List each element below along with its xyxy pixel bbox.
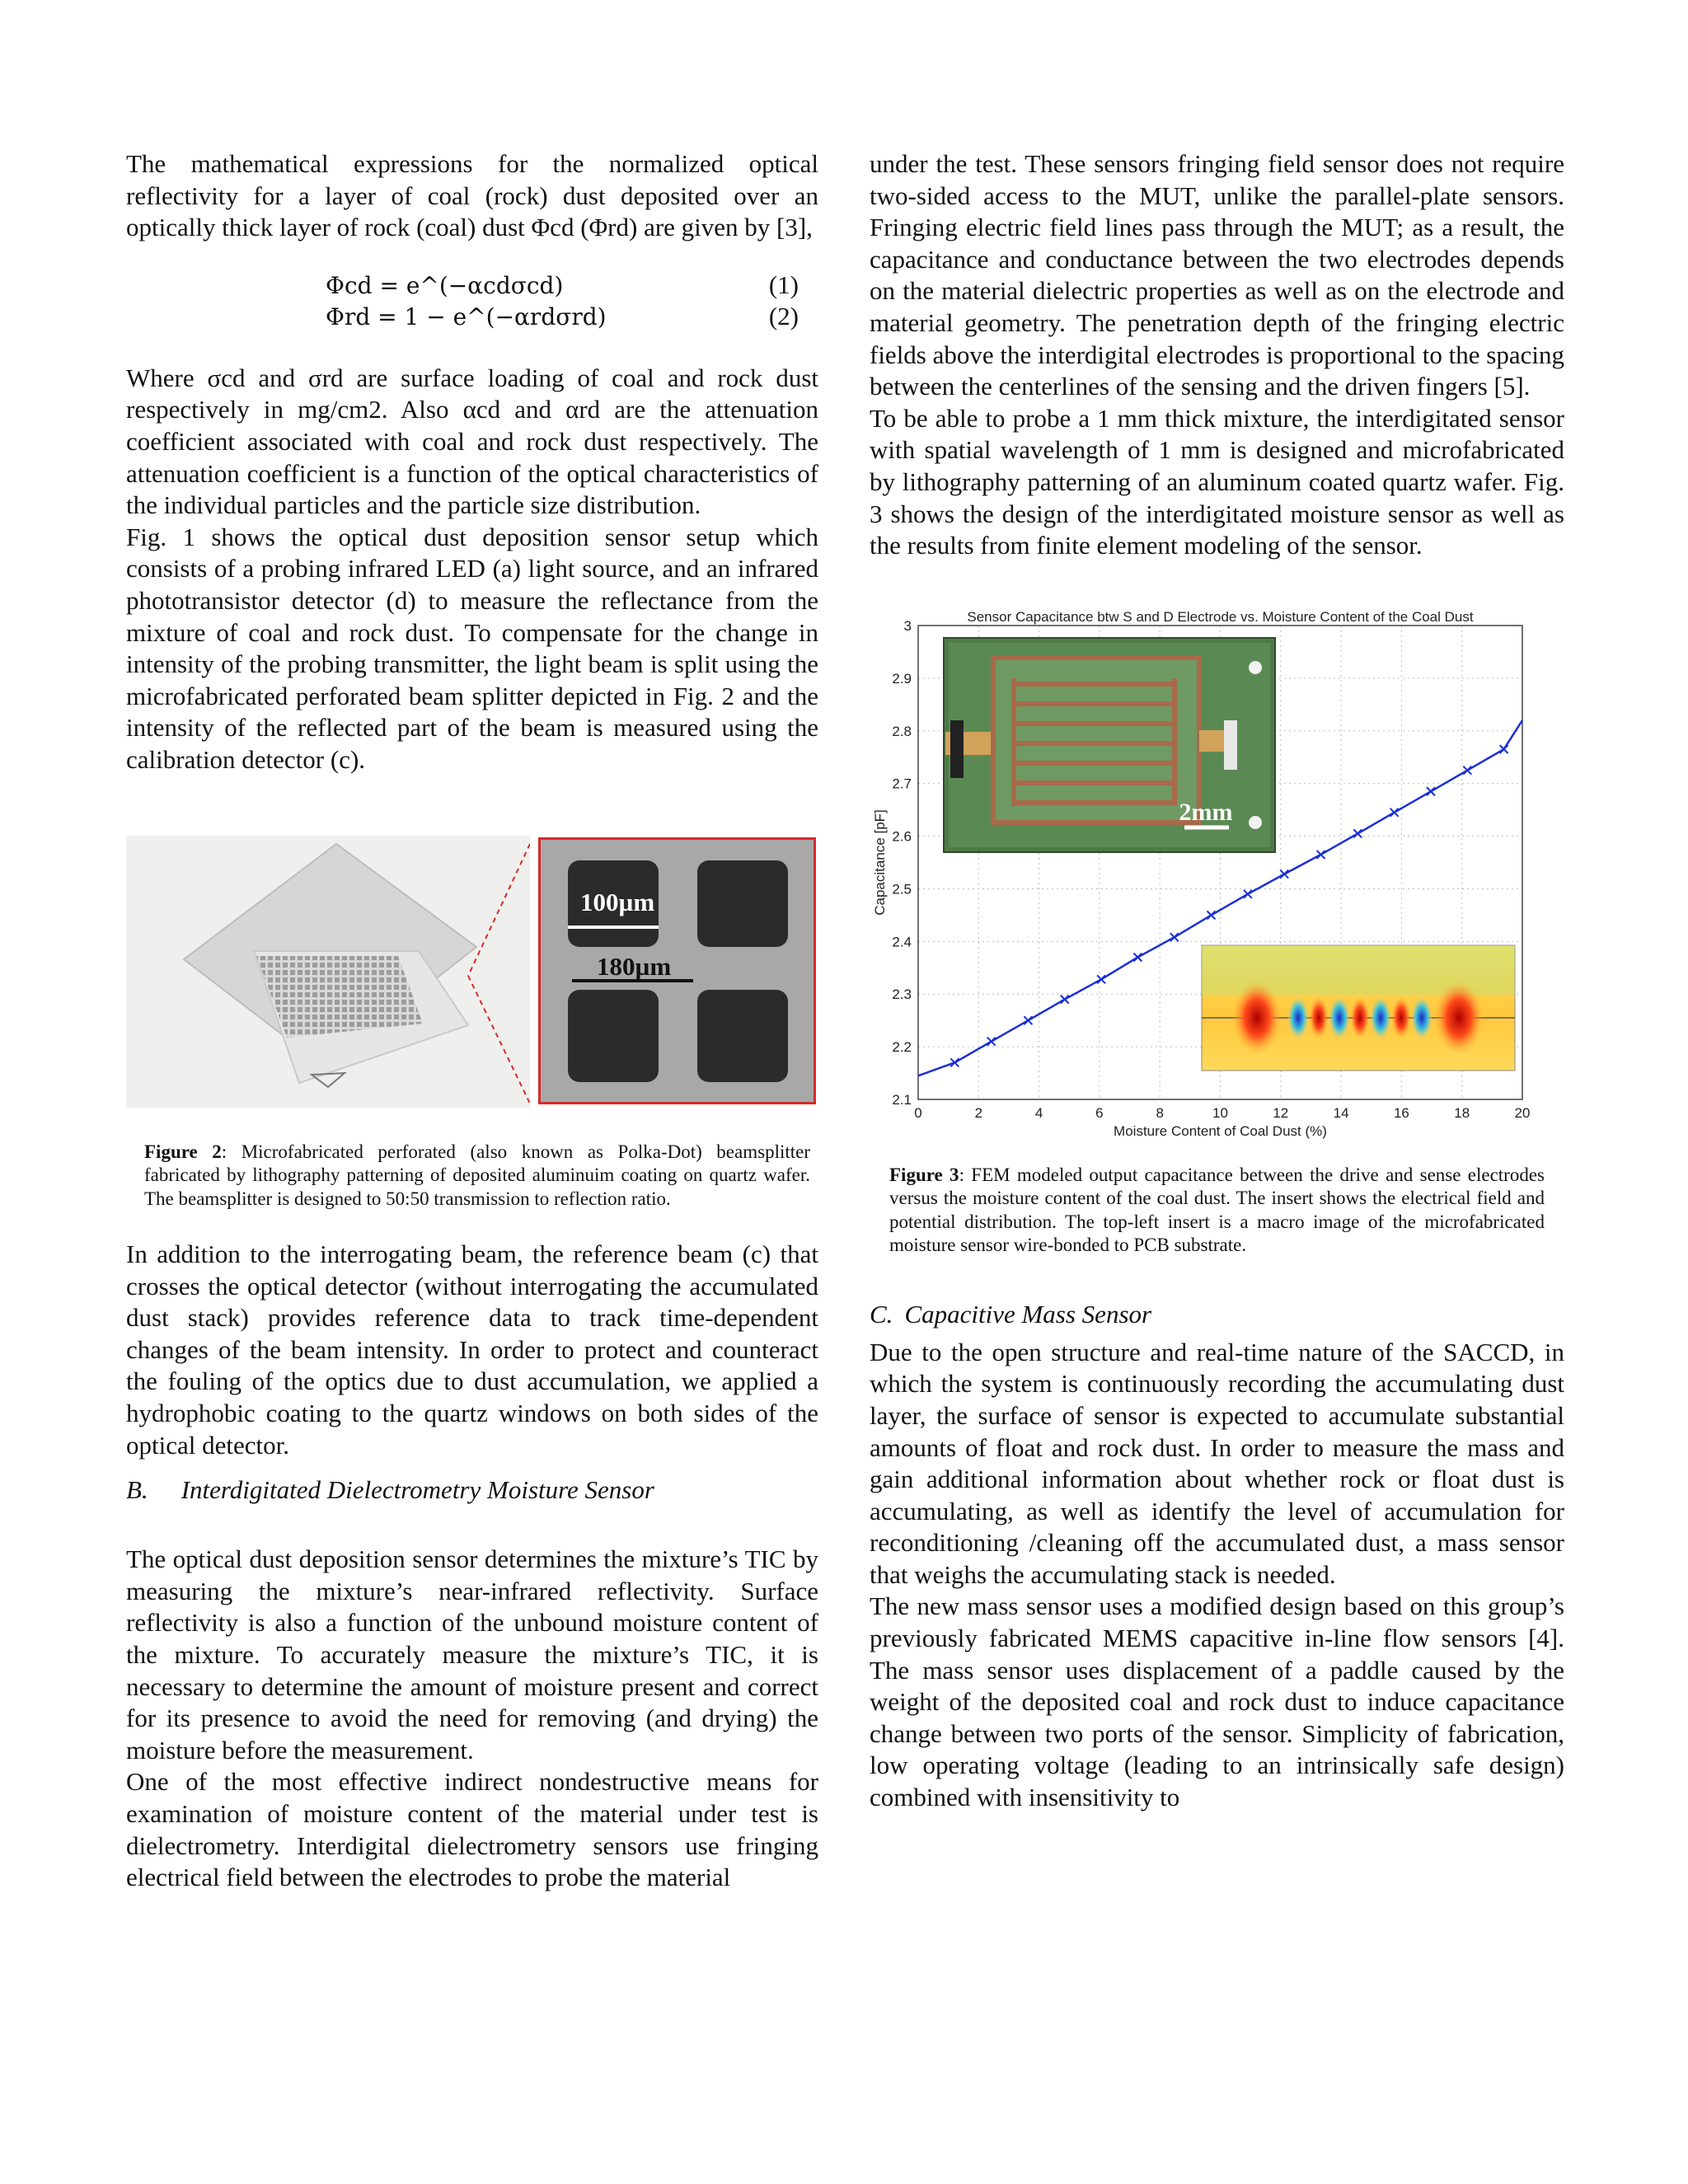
data-point-marker (1317, 851, 1325, 859)
y-tick-label: 3 (903, 617, 912, 634)
y-tick-label: 2.9 (892, 670, 912, 687)
equation-1 (326, 272, 563, 299)
continued-paragraph: under the test. These sensors fringing field sensor does not require two-sided access to the MUT, unlike the parallel-plate sensors. Fringing electric field lines pass through the MUT; as a result, the capacitance and conductance between the two electrodes depends on the material dielectric properties as well as on the electrode and material geometry. The penetration depth of the fringing electric fields above the interdigital electrodes is proportional to the spacing between the centerlines of the sensing and the driven fingers [5]. (870, 149, 1564, 401)
data-point-marker (1280, 869, 1288, 878)
equation-1-rhs: = e^(−αcdσcd) (379, 271, 564, 299)
tic-paragraph: The optical dust deposition sensor determines the mixture’s TIC by measuring the mixture’s near-infrared reflectivity. Surface reflectivity is also a function of the unbound moisture content of the mixture. To accurately measure the mixture’s TIC, it is necessary to determine the amount of moisture present and correct for its presence to avoid the need for removing (and drying) the moisture before the measurement. (126, 1544, 818, 1765)
section-c-label: C. (870, 1299, 893, 1329)
y-tick-label: 2.2 (892, 1038, 912, 1055)
chart-x-axis-label: Moisture Content of Coal Dust (%) (1114, 1122, 1327, 1139)
x-tick-label: 18 (1454, 1104, 1470, 1121)
figure-3-caption-text: : FEM modeled output capacitance between the drive and sense electrodes versus the moisture content of the coal dust. The insert shows the electrical field and potential distribution. The top-left insert is a macro image of the microfabricated moisture sensor wire-bonded to PCB substrate. (889, 1164, 1545, 1256)
beamsplitter-micrograph (538, 837, 816, 1104)
y-tick-label: 2.1 (892, 1091, 912, 1108)
equation-1-lhs: Φcd (326, 271, 373, 299)
section-c-title: Capacitive Mass Sensor (904, 1299, 1152, 1329)
dielectrometry-paragraph: One of the most effective indirect nondestructive means for examination of moisture content of the material under test is dielectrometry. Interdigital dielectrometry sensors use fringing electrical field between the electrodes to probe the material (126, 1767, 818, 1892)
data-point-marker (987, 1037, 996, 1045)
data-point-marker (1097, 975, 1105, 983)
reference-beam-paragraph: In addition to the interrogating beam, the reference beam (c) that crosses the optical detector (without interrogating the accumulated dust stack) provides reference data to track time-dependent changes of the beam intensity. In order to protect and counteract the fouling of the optics due to dust accumulation, we applied a hydrophobic coating to the quartz windows on both sides of the optical detector. (126, 1240, 818, 1460)
x-tick-label: 0 (914, 1104, 922, 1121)
figure-3-caption-label: Figure 3 (889, 1164, 959, 1185)
scale-label-180um: 180µm (597, 951, 672, 981)
figure-2-caption-text: : Microfabricated perforated (also known as Polka-Dot) beamsplitter fabricated by lithography patterning of deposited aluminuim coating on quartz wafer. The beamsplitter is designed to 50:50 transmission to reflection ratio. (144, 1141, 810, 1209)
data-point-marker (1463, 766, 1471, 774)
data-point-marker (1207, 911, 1216, 919)
equations-block (126, 270, 818, 335)
left-column (126, 148, 818, 1894)
figure-2-caption (144, 1141, 810, 1212)
section-b-heading (126, 1474, 818, 1506)
where-paragraph: Where σcd and σrd are surface loading of coal and rock dust respectively in mg/cm2. Also αcd and αrd are the attenuation coefficient associated with coal and rock dust respectively. The attenuation coefficient is a function of the optical characteristics of the individual particles and the particle size distribution. (126, 363, 818, 520)
beamsplitter-photo-drawing (126, 836, 530, 1108)
capacitance-chart (870, 605, 1564, 1149)
data-point-marker (1353, 829, 1362, 837)
data-point-marker (1133, 953, 1142, 961)
figure-2-caption-label: Figure 2 (144, 1141, 222, 1162)
mass-sensor-paragraph-2: The new mass sensor uses a modified design based on this group’s previously fabricated MEMS capacitive in-line flow sensors [4]. The mass sensor uses displacement of a paddle caused by the weight of the deposited coal and rock dust to induce capacitance change between two ports of the sensor. Simplicity of fabrication, low operating voltage (leading to an intrinsically safe design) combined with insensitivity to (870, 1591, 1564, 1812)
beamsplitter-photo (126, 836, 530, 1108)
y-tick-label: 2.8 (892, 723, 912, 739)
y-tick-label: 2.5 (892, 881, 912, 898)
inset-scale-label: 2mm (1179, 798, 1233, 826)
data-point-marker (1390, 808, 1399, 817)
x-tick-label: 6 (1095, 1104, 1104, 1121)
figure-3 (870, 605, 1564, 1149)
equation-2-rhs: = 1 − e^(−αrdσrd) (377, 302, 607, 330)
figure-2 (126, 836, 818, 1108)
y-tick-label: 2.6 (892, 828, 912, 845)
intro-paragraph: The mathematical expressions for the normalized optical reflectivity for a layer of coal (rock) dust deposited over an optically thick layer of rock (coal) dust Φcd (Φrd) are given by [3], (126, 149, 818, 242)
fem-field-inset (1202, 945, 1515, 1071)
x-tick-label: 10 (1212, 1104, 1228, 1121)
probe-paragraph: To be able to probe a 1 mm thick mixture, the interdigitated sensor with spatial wavelength of 1 mm is designed and microfabricated by lithography patterning of an aluminum coated quartz wafer. Fig. 3 shows the design of the interdigitated moisture sensor as well as the results from finite element modeling of the sensor. (870, 403, 1564, 560)
scale-label-100um: 100µm (580, 887, 655, 916)
mass-sensor-paragraph-1: Due to the open structure and real-time nature of the SACCD, in which the system is continuously recording the accumulating dust layer, the surface of sensor is expected to accumulate substantial amounts of float and rock dust. In order to measure the mass and gain additional information about whether rock or float dust is accumulating, as well as identify the level of accumulation for reconditioning /cleaning off the accumulated dust, a mass sensor that weighs the accumulating stack is needed. (870, 1337, 1564, 1589)
section-b-label: B. (126, 1475, 148, 1505)
section-b-title: Interdigitated Dielectrometry Moisture Sensor (181, 1475, 654, 1505)
equation-2 (326, 303, 607, 330)
x-tick-label: 2 (974, 1104, 983, 1121)
fig1-paragraph: Fig. 1 shows the optical dust deposition sensor setup which consists of a probing infrared LED (a) light source, and an infrared phototransistor detector (d) to measure the reflectance from the mixture of coal and rock dust. To compensate for the change in intensity of the probing transmitter, the light beam is split using the microfabricated perforated beam splitter depicted in Fig. 2 and the intensity of the reflected part of the beam is measured using the calibration detector (c). (126, 522, 818, 774)
x-tick-label: 12 (1273, 1104, 1289, 1121)
chart-y-axis-label: Capacitance [pF] (872, 808, 888, 916)
figure-3-caption (889, 1164, 1545, 1258)
data-point-marker (1500, 745, 1508, 753)
y-tick-label: 2.7 (892, 776, 912, 792)
x-tick-label: 20 (1514, 1104, 1531, 1121)
x-tick-label: 16 (1393, 1104, 1409, 1121)
chart-title: Sensor Capacitance btw S and D Electrode vs. Moisture Content of the Coal Dust (967, 608, 1474, 625)
x-tick-label: 14 (1333, 1104, 1349, 1121)
y-tick-label: 2.3 (892, 986, 912, 1002)
micrograph-drawing (541, 840, 814, 1102)
equation-2-number: (2) (768, 301, 799, 330)
data-point-marker (1061, 995, 1069, 1003)
data-point-marker (1024, 1016, 1032, 1024)
right-column (870, 148, 1564, 1814)
data-point-marker (1170, 933, 1179, 941)
data-point-marker (1244, 890, 1252, 898)
y-tick-label: 2.4 (892, 934, 912, 950)
x-tick-label: 8 (1156, 1104, 1164, 1121)
equation-1-number: (1) (768, 269, 799, 299)
section-c-heading (870, 1299, 1564, 1330)
equation-2-lhs: Φrd (326, 302, 371, 330)
data-point-marker (1427, 787, 1435, 795)
x-tick-label: 4 (1034, 1104, 1043, 1121)
